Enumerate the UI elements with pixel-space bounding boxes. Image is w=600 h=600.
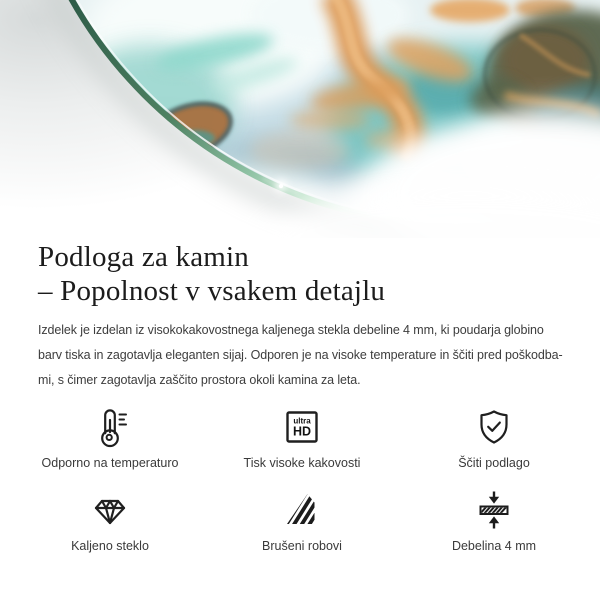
feature-protection bbox=[398, 405, 590, 470]
feature-label: Odporno na temperaturo bbox=[41, 456, 179, 470]
feature-label: Tisk visoke kakovosti bbox=[243, 456, 361, 470]
hd-label: HD bbox=[292, 424, 312, 439]
page-title-line1: Podloga za kamin bbox=[38, 241, 249, 273]
page-title bbox=[38, 240, 570, 308]
product-description-section bbox=[0, 240, 600, 393]
ultra-hd-icon bbox=[280, 405, 324, 449]
feature-tempered-glass bbox=[14, 488, 206, 553]
feature-polished-edges bbox=[206, 488, 398, 553]
features-grid bbox=[0, 405, 600, 553]
description-line: mi, s čimer zagotavlja zaščito prostora okoli kamina za leta. bbox=[38, 373, 361, 387]
glass-plate-photo bbox=[0, 0, 600, 238]
thickness-arrows-icon bbox=[472, 488, 516, 532]
feature-temperature bbox=[14, 405, 206, 470]
page-title-line2: – Popolnost v vsakem detajlu bbox=[38, 275, 386, 307]
ultra-label: ultra bbox=[293, 416, 311, 426]
feature-thickness bbox=[398, 488, 590, 553]
product-description bbox=[38, 318, 570, 393]
diamond-icon bbox=[88, 488, 132, 532]
feature-print-quality bbox=[206, 405, 398, 470]
description-line: barv tiska in zagotavlja eleganten sijaj. Odporen je na visoke temperature in ščiti pred poškodba- bbox=[38, 348, 563, 362]
feature-label: Brušeni robovi bbox=[262, 539, 342, 553]
feature-label: Kaljeno steklo bbox=[71, 539, 149, 553]
thermometer-icon bbox=[88, 405, 132, 449]
product-image bbox=[0, 0, 600, 238]
feature-label: Ščiti podlago bbox=[458, 456, 530, 470]
shield-check-icon bbox=[472, 405, 516, 449]
feature-label: Debelina 4 mm bbox=[451, 539, 537, 553]
polished-edges-icon bbox=[280, 488, 324, 532]
description-line: Izdelek je izdelan iz visokokakovostnega kaljenega stekla debeline 4 mm, ki poudarja globino bbox=[38, 323, 544, 337]
